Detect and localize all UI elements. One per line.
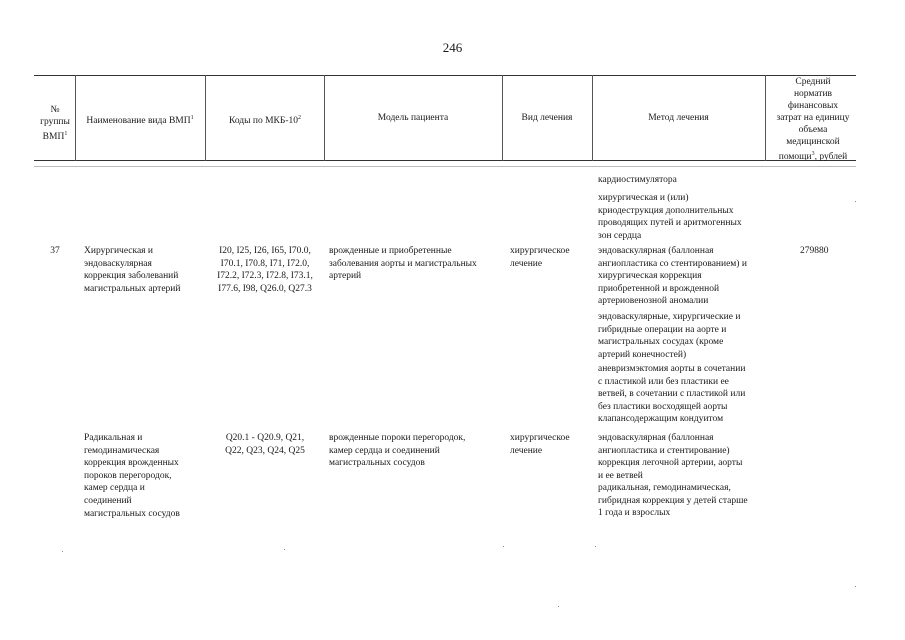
- header-top-rule: [34, 75, 856, 76]
- scan-speck: [855, 586, 856, 587]
- row-method: эндоваскулярная (баллонная ангиопластика и стентирование) коррекция легочной артерии, аорты и ее ветвей: [598, 433, 743, 481]
- table-bottom-rule: [34, 166, 856, 167]
- row-name: Радикальная и гемодинамическая коррекция врожденных пороков перегородок, камер сердца и соединений магистральных сосудов: [84, 433, 180, 519]
- row-method: радикальная, гемодинамическая, гибридная коррекция у детей старше 1 года и взрослых: [598, 483, 748, 519]
- header-model: Модель пациента: [377, 113, 449, 123]
- row-model: врожденные пороки перегородок, камер сердца и соединений магистральных сосудов: [329, 433, 466, 469]
- row-model: врожденные и приобретенные заболевания аорты и магистральных артерий: [329, 246, 477, 282]
- row-group-number: 37: [50, 246, 60, 256]
- scan-speck: [558, 606, 559, 607]
- scan-speck: [855, 201, 856, 202]
- row-name: Хирургическая и эндоваскулярная коррекция заболеваний магистральных артерий: [84, 246, 181, 294]
- scan-speck: [284, 549, 285, 550]
- method-continuation: кардиостимулятора: [598, 175, 677, 185]
- page-number: 246: [442, 40, 463, 55]
- method-continuation: хирургическая и (или) криодеструкция дополнительных проводящих путей и аритмогенных зон сердца: [598, 193, 742, 241]
- row-codes: Q20.1 - Q20.9, Q21, Q22, Q23, Q24, Q25: [225, 433, 305, 456]
- header-treatment-type: Вид лечения: [521, 113, 573, 123]
- row-cost: 279880: [800, 246, 829, 256]
- row-method: эндоваскулярная (баллонная ангиопластика со стентированием) и хирургическая коррекция приобретенной и врожденной артериовенозной аномалии: [598, 246, 747, 307]
- header-cost: Средний норматив финансовых затрат на единицу объема медицинской помощи$^3$, рублей: [776, 77, 850, 163]
- header-bottom-rule: [34, 160, 856, 161]
- header-group: № группы ВМП$^1$: [40, 105, 70, 143]
- scan-speck: [595, 546, 596, 547]
- row-treatment-type: хирургическое лечение: [510, 246, 570, 269]
- header-codes: Коды по МКБ-$10^2$: [228, 115, 302, 127]
- header-name: Наименование вида ВМП$^1$: [86, 115, 194, 127]
- row-method: аневризмэктомия аорты в сочетании с пластикой или без пластики ее ветвей, в сочетании с пластикой или без пластики восходящей аорты клапансодержащим кондуитом: [598, 364, 746, 425]
- row-treatment-type: хирургическое лечение: [510, 433, 570, 456]
- row-method: эндоваскулярные, хирургические и гибридные операции на аорте и магистральных сосудах (кроме артерий конечностей): [598, 312, 741, 360]
- scan-speck: [503, 546, 504, 547]
- header-method: Метод лечения: [648, 113, 709, 123]
- scan-speck: [62, 551, 63, 552]
- row-codes: I20, I25, I26, I65, I70.0, I70.1, I70.8, I71, I72.0, I72.2, I72.3, I72.8, I73.1, I77.6, I98, Q26.0, Q27.3: [217, 246, 313, 294]
